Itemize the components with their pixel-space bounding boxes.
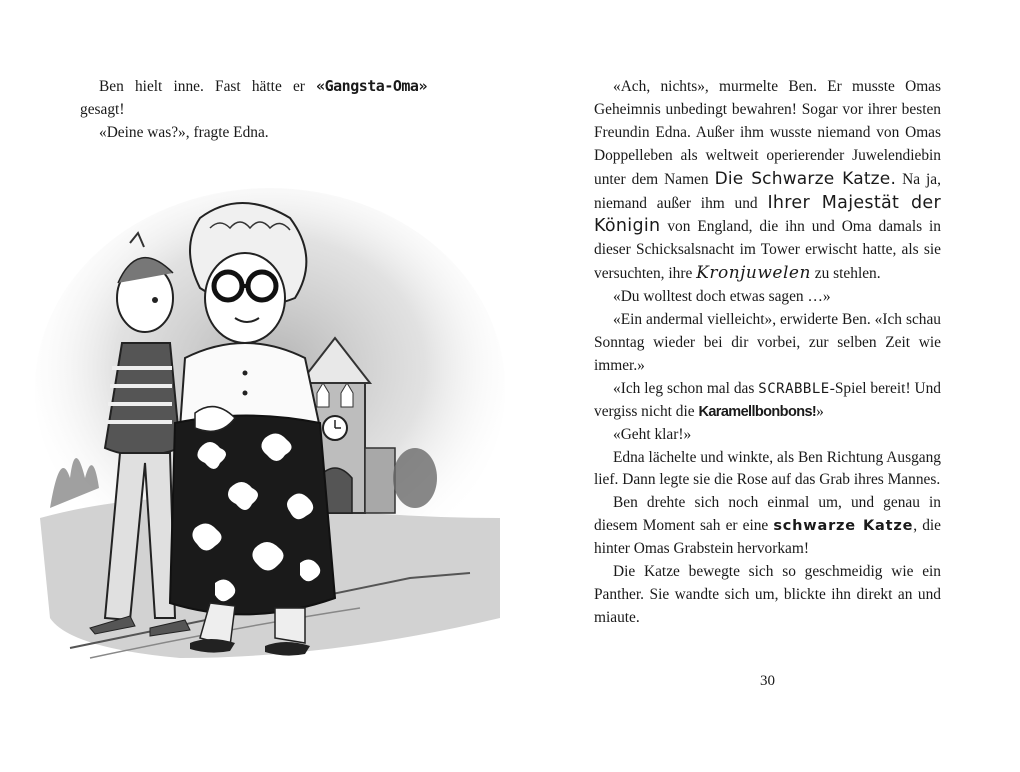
paragraph [594,309,941,378]
grandma-and-boy-illustration [30,188,510,688]
text-run: Die Katze bewegte sich so geschmeidig wie ein Panther. Sie wandte sich um, blickte ihn direkt an und miaute. [594,563,941,626]
styled-text-scrabble: SCRABBLE [758,380,830,397]
text-run: gesagt! [80,100,125,118]
paragraph [594,561,941,630]
left-text-column [80,75,427,145]
text-run: Na ja, niemand außer ihm und [594,170,941,212]
text-run: -Spiel bereit! Und vergiss nicht die [594,379,941,420]
paragraph [594,76,941,286]
text-run: «Geht klar!» [613,425,692,443]
paragraph [80,122,427,145]
text-run: » [816,402,824,420]
paragraph [594,378,941,424]
right-page [510,0,1020,772]
text-run: , die hinter Omas Grabstein hervorkam! [594,517,941,558]
text-run: von England, die ihn und Oma damals in dieser Schicksalsnacht im Tower erwischt hatte, als sie versuchten, ihre [594,218,941,283]
text-run: Ben hielt inne. Fast hätte er [99,78,317,95]
styled-text-majestaet-koenigin: Ihrer Majestät der Königin [594,192,941,237]
styled-text-karamellbonbons: Karamellbonbons! [698,403,817,420]
right-text-column [594,76,941,630]
text-run: «Ich leg schon mal das [613,379,759,397]
paragraph [594,492,941,561]
styled-text-schwarze-katze: schwarze Katze [773,518,914,535]
page-number: 30 [760,673,775,689]
text-run: Edna lächelte und winkte, als Ben Richtung Ausgang lief. Dann legte sie die Rose auf das Grab ihres Mannes. [594,448,941,489]
styled-text-die-schwarze-katze: Die Schwarze Katze. [714,168,897,189]
text-run: «Deine was?», fragte Edna. [99,123,269,141]
styled-text-kronjuwelen: Kronjuwelen [696,263,811,284]
paragraph [594,424,941,447]
text-run: Ben drehte sich noch einmal um, und genau in diesem Moment sah er eine [594,494,941,535]
text-run: zu stehlen. [810,265,881,283]
paragraph [594,447,941,493]
text-run: «Du wolltest doch etwas sagen …» [613,288,831,306]
paragraph [594,286,941,309]
text-run: «Ach, nichts», murmelte Ben. Er musste Omas Geheimnis unbedingt bewahren! Sogar vor ihrer besten Freundin Edna. Außer ihm wusste niemand von Omas Doppelleben als weltweit operierender Juwelendiebin unter dem Namen [594,78,941,188]
paragraph [80,75,427,122]
text-run: «Ein andermal vielleicht», erwiderte Ben. «Ich schau Sonntag wieder bei dir vorbei, zur selben Zeit wie immer.» [594,311,941,374]
styled-text-gangsta-oma: «Gangsta-Oma» [316,77,427,95]
